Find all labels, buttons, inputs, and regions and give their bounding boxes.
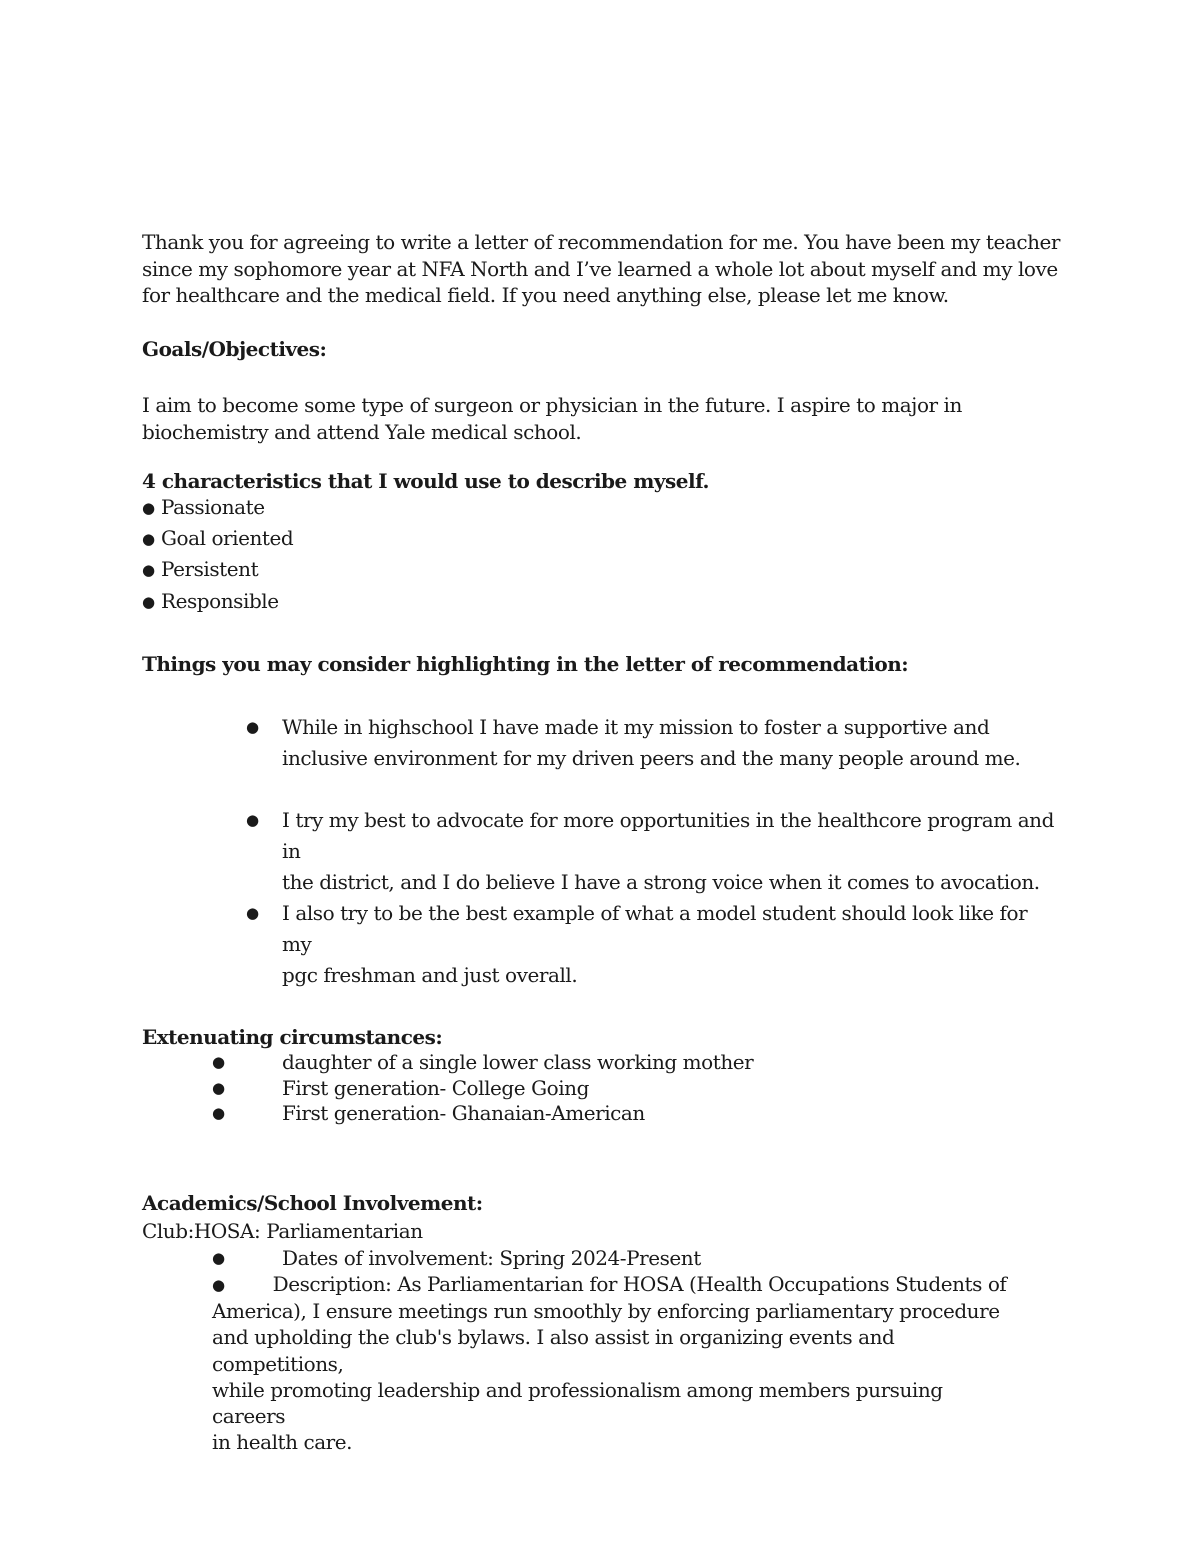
list-item	[142, 556, 258, 583]
description-line: and upholding the club's bylaws. I also assist in organizing events and competitions,	[212, 1325, 895, 1376]
list-item	[212, 1100, 645, 1126]
list-item-line: inclusive environment for my driven peers and the many people around me.	[282, 746, 1021, 770]
bullet-icon: ●	[142, 593, 155, 611]
list-item	[246, 805, 1056, 898]
list-item-line: I also try to be the best example of what a model student should look like for my	[282, 901, 1028, 956]
bullet-icon: ●	[246, 904, 259, 922]
highlights-heading: Things you may consider highlighting in the letter of recommendation:	[142, 652, 909, 676]
goals-paragraph	[142, 392, 1062, 445]
list-item-line: the district, and I do believe I have a strong voice when it comes to avocation.	[282, 870, 1040, 894]
bullet-icon: ●	[212, 1249, 225, 1267]
description-line: America), I ensure meetings run smoothly by enforcing parliamentary procedure	[212, 1299, 1000, 1324]
bullet-icon: ●	[142, 530, 155, 548]
bullet-icon: ●	[246, 718, 259, 736]
intro-line: Thank you for agreeing to write a letter of recommendation for me. You have been my teacher	[142, 230, 1061, 254]
goals-heading: Goals/Objectives:	[142, 337, 327, 361]
list-item	[212, 1049, 753, 1075]
list-item-text: daughter of a single lower class working mother	[282, 1050, 754, 1074]
list-item-text: Dates of involvement: Spring 2024-Present	[282, 1246, 701, 1270]
list-item	[246, 898, 1056, 991]
circumstances-heading: Extenuating circumstances:	[142, 1025, 443, 1049]
academics-heading: Academics/School Involvement:	[142, 1191, 483, 1215]
intro-paragraph	[142, 229, 1062, 309]
bullet-icon: ●	[212, 1053, 225, 1071]
list-item-line: I try my best to advocate for more opportunities in the healthcore program and in	[282, 808, 1054, 863]
bullet-icon: ●	[212, 1276, 225, 1294]
list-item	[142, 525, 293, 552]
list-item	[142, 588, 279, 615]
list-item-text: Persistent	[161, 557, 259, 581]
list-item-text: Passionate	[161, 495, 265, 519]
goals-line: I aim to become some type of surgeon or physician in the future. I aspire to major in	[142, 393, 962, 417]
list-item-text: Goal oriented	[161, 526, 294, 550]
bullet-icon: ●	[246, 811, 259, 829]
list-item	[212, 1075, 589, 1101]
list-item-text: First generation- College Going	[282, 1076, 589, 1100]
list-item	[246, 712, 1056, 774]
description-text: Description: As Parliamentarian for HOSA (Health Occupations Students of	[272, 1272, 1007, 1296]
bullet-icon: ●	[212, 1104, 225, 1122]
list-item	[212, 1245, 701, 1271]
list-item	[142, 494, 265, 521]
list-item-line: pgc freshman and just overall.	[282, 963, 578, 987]
list-item-text: Responsible	[161, 589, 279, 613]
bullet-icon: ●	[142, 561, 155, 579]
bullet-icon: ●	[212, 1079, 225, 1097]
list-item-line: While in highschool I have made it my mission to foster a supportive and	[282, 715, 990, 739]
description-line	[212, 1271, 1012, 1298]
intro-line: for healthcare and the medical field. If you need anything else, please let me know.	[142, 283, 949, 307]
bullet-icon: ●	[142, 499, 155, 517]
intro-line: since my sophomore year at NFA North and I’ve learned a whole lot about myself and my love	[142, 256, 1058, 281]
description-line: in health care.	[212, 1430, 353, 1455]
club-description	[212, 1271, 1012, 1455]
goals-line: biochemistry and attend Yale medical school.	[142, 419, 582, 444]
list-item-text: First generation- Ghanaian-American	[282, 1101, 645, 1125]
description-line: while promoting leadership and professionalism among members pursuing careers	[212, 1377, 943, 1429]
characteristics-heading: 4 characteristics that I would use to describe myself.	[142, 469, 709, 493]
club-line: Club:HOSA: Parliamentarian	[142, 1219, 423, 1243]
